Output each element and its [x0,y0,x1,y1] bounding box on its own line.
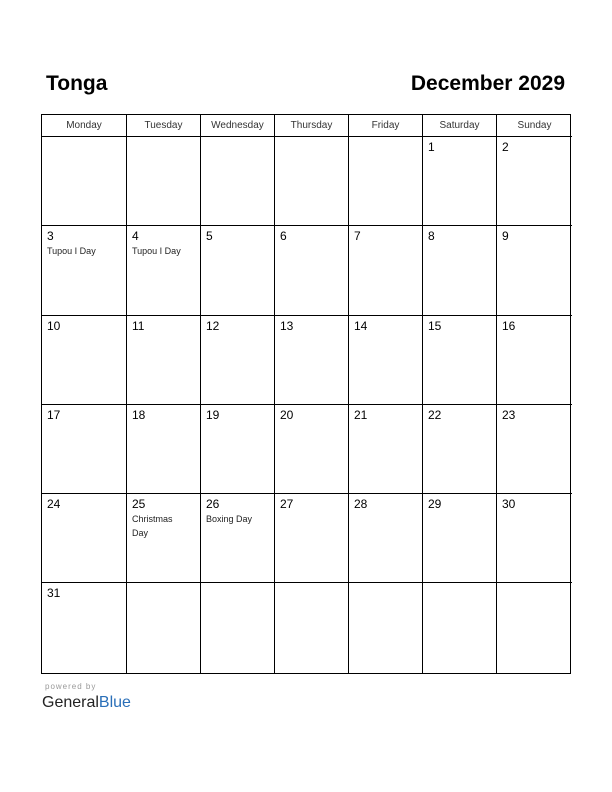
day-cell [201,494,275,583]
day-cell [349,583,423,672]
day-cell [127,316,201,405]
day-cell [423,405,497,494]
day-cell [127,226,201,315]
day-cell [127,494,201,583]
day-cell [127,583,201,672]
calendar-grid [41,114,571,674]
day-cell [275,137,349,226]
weekday-header: Saturday [423,115,497,137]
day-number: 27 [280,497,294,512]
day-cell [497,583,572,672]
day-number: 22 [428,407,442,422]
day-number: 7 [354,229,361,244]
day-number: 15 [428,318,442,333]
day-cell [349,137,423,226]
day-cell [275,316,349,405]
day-number: 8 [428,229,435,244]
day-cell [497,316,572,405]
logo-blue-text: Blue [98,694,131,711]
holiday-label: Boxing Day [206,514,253,525]
day-cell [497,137,572,226]
generalblue-logo[interactable] [42,694,131,712]
day-cell [423,137,497,226]
weekday-header: Tuesday [127,115,201,137]
day-cell [423,494,497,583]
day-cell [349,494,423,583]
day-number: 23 [502,407,516,422]
day-number: 30 [502,497,516,512]
day-number: 1 [428,140,435,154]
day-number: 13 [280,318,294,333]
weekday-header: Sunday [497,115,572,137]
day-cell [127,405,201,494]
day-cell [275,494,349,583]
day-number: 5 [206,229,213,244]
day-cell [201,405,275,494]
day-number: 14 [354,318,368,333]
day-cell [275,583,349,672]
day-number: 17 [47,407,61,422]
day-cell [423,226,497,315]
day-number: 10 [47,318,61,333]
holiday-label: Tupou I Day [47,246,96,257]
day-cell [349,405,423,494]
day-number: 29 [428,497,442,512]
logo-general-text: General [42,694,99,711]
month-title: December 2029 [410,72,565,95]
day-cell [275,226,349,315]
day-number: 18 [132,407,146,422]
day-cell [201,137,275,226]
day-cell [42,494,127,583]
powered-by-label: powered by [45,682,97,691]
day-number: 28 [354,497,368,512]
day-number: 12 [206,318,220,333]
day-cell [201,583,275,672]
day-cell [201,226,275,315]
day-cell [42,583,127,672]
day-cell [349,316,423,405]
weekday-header: Monday [42,115,127,137]
day-cell [42,137,127,226]
holiday-label: Christmas Day [132,514,173,539]
day-number: 24 [47,497,61,512]
day-number: 19 [206,407,220,422]
day-cell [42,226,127,315]
day-number: 2 [502,140,509,154]
day-number: 3 [47,229,54,244]
day-number: 9 [502,229,509,244]
day-number: 11 [132,318,145,333]
day-number: 21 [354,407,368,422]
day-cell [497,226,572,315]
weekday-header: Wednesday [201,115,275,137]
day-cell [497,405,572,494]
day-cell [42,316,127,405]
day-number: 6 [280,229,287,244]
day-cell [497,494,572,583]
country-title: Tonga [46,72,108,95]
holiday-label: Tupou I Day [132,246,181,257]
weekday-header: Thursday [275,115,349,137]
day-number: 4 [132,229,139,244]
day-cell [201,316,275,405]
day-cell [423,316,497,405]
day-number: 31 [47,586,61,601]
day-number: 16 [502,318,516,333]
day-number: 25 [132,497,146,512]
day-cell [349,226,423,315]
day-number: 26 [206,497,220,512]
day-number: 20 [280,407,294,422]
weekday-header: Friday [349,115,423,137]
day-cell [423,583,497,672]
day-cell [127,137,201,226]
day-cell [275,405,349,494]
day-cell [42,405,127,494]
